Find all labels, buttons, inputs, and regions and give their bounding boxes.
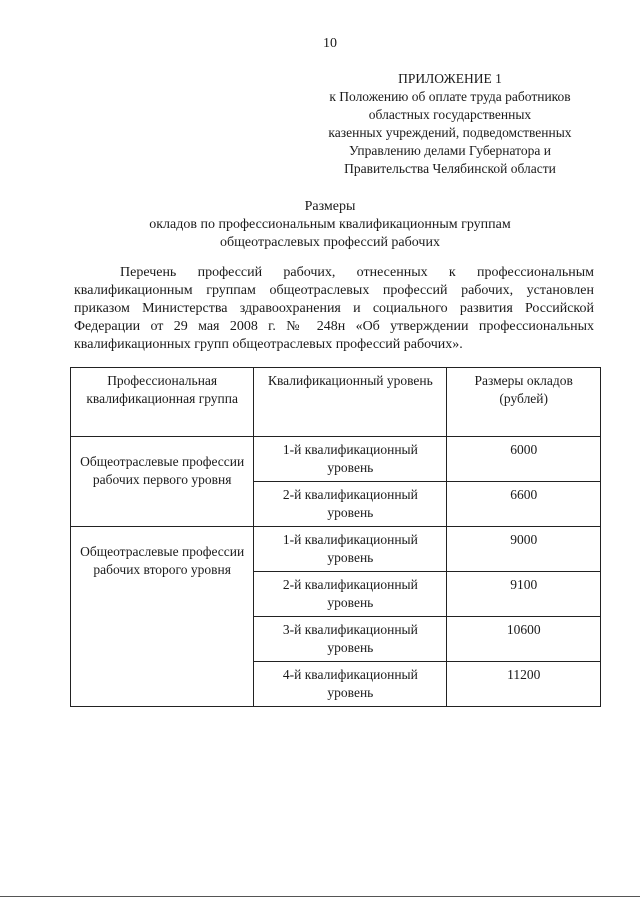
salary-cell: 9100 — [447, 572, 601, 617]
page-number: 10 — [323, 36, 337, 51]
table-row — [71, 527, 601, 572]
title-line: общеотраслевых профессий рабочих — [220, 235, 440, 250]
group-name-cell: Общеотраслевые профессии рабочих первого уровня — [71, 437, 254, 527]
document-title — [60, 198, 600, 252]
scan-bottom-edge — [0, 896, 640, 897]
salary-cell: 6600 — [447, 482, 601, 527]
level-cell: 3-й квалификационный уровень — [254, 617, 447, 662]
salary-cell: 6000 — [447, 437, 601, 482]
header-salary: Размеры окладов (рублей) — [447, 368, 601, 437]
table-row — [71, 437, 601, 482]
header-level: Квалификационный уровень — [254, 368, 447, 437]
salary-table — [70, 367, 601, 707]
appendix-line: к Положению об оплате труда работников — [329, 89, 571, 104]
intro-paragraph — [74, 264, 594, 354]
salary-cell: 10600 — [447, 617, 601, 662]
level-cell: 2-й квалификационный уровень — [254, 572, 447, 617]
salary-cell: 11200 — [447, 662, 601, 707]
table-header-row — [71, 368, 601, 437]
salary-cell: 9000 — [447, 527, 601, 572]
appendix-line: Управлению делами Губернатора и — [349, 143, 551, 158]
level-cell: 4-й квалификационный уровень — [254, 662, 447, 707]
intro-rest: квалификационным группам общеотраслевых профессий рабочих, установлен приказом Министерства здравоохранения и социального развития Российской Федерации от 29 мая 2008 г. № 248н «Об утверждении профессиональных квалификационных групп общеотраслевых профессий рабочих». — [74, 283, 594, 352]
intro-first-line: Перечень профессий рабочих, отнесенных к профессиональным — [120, 265, 594, 280]
appendix-line: казенных учреждений, подведомственных — [328, 125, 572, 140]
group-name-cell: Общеотраслевые профессии рабочих второго уровня — [71, 527, 254, 707]
level-cell: 1-й квалификационный уровень — [254, 437, 447, 482]
level-cell: 2-й квалификационный уровень — [254, 482, 447, 527]
level-cell: 1-й квалификационный уровень — [254, 527, 447, 572]
header-group: Профессиональная квалификационная группа — [71, 368, 254, 437]
title-line: Размеры — [304, 199, 356, 214]
appendix-line: областных государственных — [368, 107, 532, 122]
title-line: окладов по профессиональным квалификационным группам — [149, 217, 511, 232]
appendix-heading: ПРИЛОЖЕНИЕ 1 — [398, 71, 502, 86]
appendix-block — [300, 70, 600, 178]
appendix-line: Правительства Челябинской области — [344, 161, 556, 176]
